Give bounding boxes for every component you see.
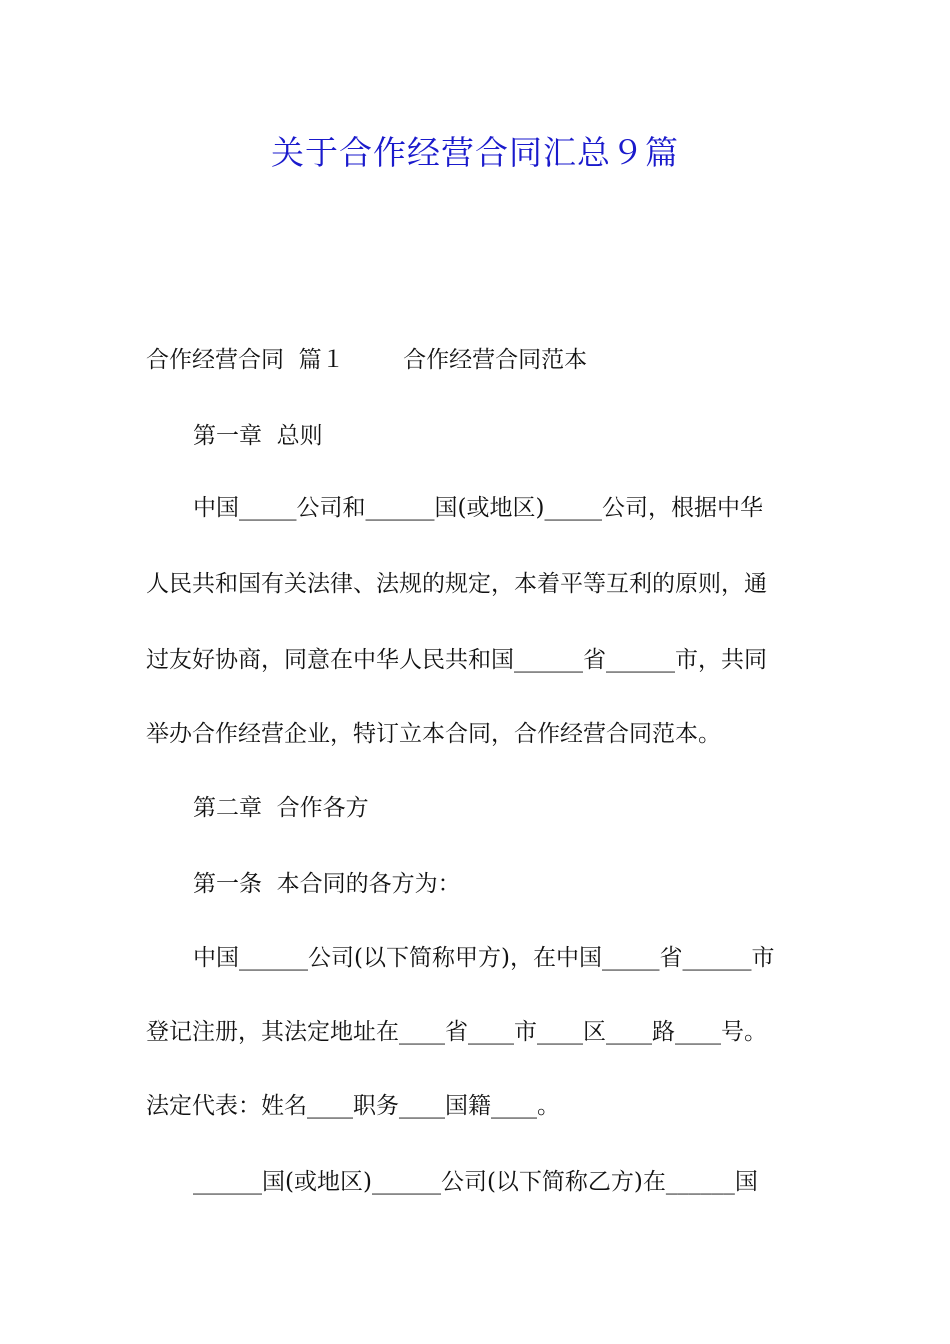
section-heading: 合作经营合同 篇１ 合作经营合同范本 <box>146 347 588 373</box>
paragraph-line: 中国_____公司和______国(或地区)_____公司，根据中华 <box>193 495 763 521</box>
paragraph-line: ______国(或地区)______公司(以下简称乙方)在______国 <box>193 1169 758 1195</box>
article-heading: 第一条 本合同的各方为： <box>193 871 461 897</box>
chapter-heading: 第二章 合作各方 <box>193 795 369 821</box>
paragraph-line: 过友好协商，同意在中华人民共和国______省______市，共同 <box>146 647 767 673</box>
paragraph-line: 中国______公司(以下简称甲方)，在中国_____省______市 <box>193 945 775 971</box>
paragraph-line: 法定代表：姓名____职务____国籍____。 <box>146 1093 560 1119</box>
paragraph-line: 举办合作经营企业，特订立本合同，合作经营合同范本。 <box>146 721 721 747</box>
chapter-heading: 第一章 总则 <box>193 423 323 449</box>
paragraph-line: 人民共和国有关法律、法规的规定，本着平等互利的原则，通 <box>146 571 767 597</box>
document-title: 关于合作经营合同汇总９篇 <box>271 133 679 172</box>
paragraph-line: 登记注册，其法定地址在____省____市____区____路____号。 <box>146 1019 767 1045</box>
